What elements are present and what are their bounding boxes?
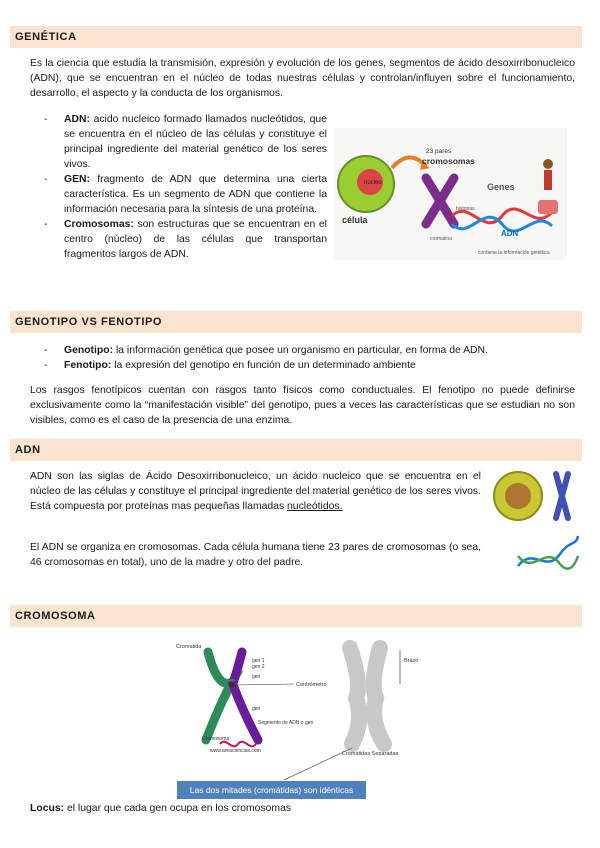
separated-chromatid-right <box>374 648 384 744</box>
definition: la información genética que posee un organismo en particular, en forma de ADN. <box>113 345 488 356</box>
adn-illustration <box>488 466 582 582</box>
centromero-label: Centrómetro <box>296 682 327 688</box>
adn-paragraph-2: El ADN se organiza en cromosomas. Cada célula humana tiene 23 pares de cromosomas (o sea, 46 cromosomas en total), uno de la madre y otro del padre. <box>30 542 481 568</box>
section-header-cromosoma <box>10 605 582 627</box>
section-title: CROMOSOMA <box>15 610 96 622</box>
locus-definition <box>30 801 570 816</box>
brazo-label: Brazo <box>404 658 419 664</box>
list-item <box>64 343 576 358</box>
term: ADN: <box>64 114 90 125</box>
chromatid-left <box>206 652 232 740</box>
chromatids-banner: Las dos mitades (cromátidas) son idénticas <box>177 781 366 799</box>
term: Fenotipo: <box>64 360 112 371</box>
gen-label: gen <box>252 674 261 680</box>
centromere-dot <box>229 682 235 688</box>
term: Cromosomas: <box>64 219 134 230</box>
dna-segment <box>220 742 256 747</box>
nucleotidos-term: nucleótidos. <box>287 501 343 512</box>
term: Locus: <box>30 803 65 814</box>
website-label: www.areaciencias.com <box>210 748 261 754</box>
cell-label: célula <box>342 215 368 225</box>
organ-icon <box>538 200 558 214</box>
chromosomes-label: cromosomas <box>422 156 475 166</box>
pairs-label: 23 pares <box>426 148 452 155</box>
adn-paragraph-1: ADN son las siglas de Ácido Desoxirribonucleico, un ácido nucleico que se encuentra en el núcleo de las células y constituye el principal ingrediente del material genético de los seres vivos. Está compuesta por proteínas mas pequeñas llamadas nucleótidos. <box>30 471 481 512</box>
definition: la expresión del genotipo en función de un determinado ambiente <box>111 360 416 371</box>
section-title: GENOTIPO VS FENOTIPO <box>15 316 163 328</box>
cromatida-label: Cromatida <box>176 644 202 650</box>
definition: son estructuras que se encuentran en el centro (núcleo) de las células que transportan fragmentos largos de ADN. <box>64 219 327 260</box>
section-title: GENÉTICA <box>15 31 77 43</box>
section-header-adn <box>10 439 582 461</box>
separated-chromatid-left <box>350 648 359 744</box>
list-item <box>64 358 576 373</box>
list-item <box>64 172 327 217</box>
gen1-label: gen 1 <box>252 658 265 664</box>
genotipo-definitions <box>64 343 576 373</box>
nucleus-label: núcleo <box>364 180 382 186</box>
section-header-genetica <box>10 26 582 48</box>
info-label: contiene la información genética <box>478 250 550 256</box>
term: Genotipo: <box>64 345 114 356</box>
chromosome-shape <box>556 474 568 518</box>
list-item <box>64 112 327 172</box>
genotipo-paragraph: Los rasgos fenotípicos cuentan con rasgos tanto físicos como conductuales. El fenotipo no puede definirse exclusivamente como la “manifestación visible” del genotipo, pues a veces las características que se estudian no son visibles, como es el caso de la presencia de una enzima. <box>30 385 575 426</box>
term: GEN: <box>64 174 90 185</box>
separadas-label: Cromátidas Separadas <box>342 751 399 757</box>
dna-label: ADN <box>501 229 519 238</box>
definition: el lugar que cada gen ocupa en los cromosomas <box>64 803 292 814</box>
list-item <box>64 217 327 262</box>
genes-label: Genes <box>487 182 515 192</box>
section-header-genotipo <box>10 311 582 333</box>
nucleus-shape <box>505 483 531 509</box>
definition: fragmento de ADN que determina una cierta característica. Es un segmento de ADN que contiene la información necesaria para la síntesis de una proteína. <box>64 174 327 215</box>
gen-b-label: gen <box>252 706 261 712</box>
chromatin-label: cromatina <box>430 236 452 242</box>
person-icon <box>543 159 553 169</box>
definition: acido nucleico formado llamados nucleótidos, que se encuentra en el núcleo de las células y constituye el principal ingrediente del material genético de los seres vivos. <box>64 114 327 170</box>
genetica-intro: Es la ciencia que estudia la transmisión, expresión y evolución de los genes, segmentos de ácido desoxirribonucleico (ADN), que se encuentran en el núcleo de todas nuestras células y controlan/influyen sobre el funcionamiento, desarrollo, el aspecto y la conducta de los organismos. <box>30 58 575 99</box>
chromosome-diagram <box>172 640 422 800</box>
section-title: ADN <box>15 444 41 456</box>
cromosoma-label: Cromosoma <box>202 736 230 742</box>
histones-label: histonas <box>456 206 475 212</box>
gen2-label: gen 2 <box>252 664 265 670</box>
genetics-illustration <box>334 128 567 260</box>
segmento-label: Segmento de ADN o gen <box>258 720 314 726</box>
genetica-definitions <box>64 112 327 262</box>
